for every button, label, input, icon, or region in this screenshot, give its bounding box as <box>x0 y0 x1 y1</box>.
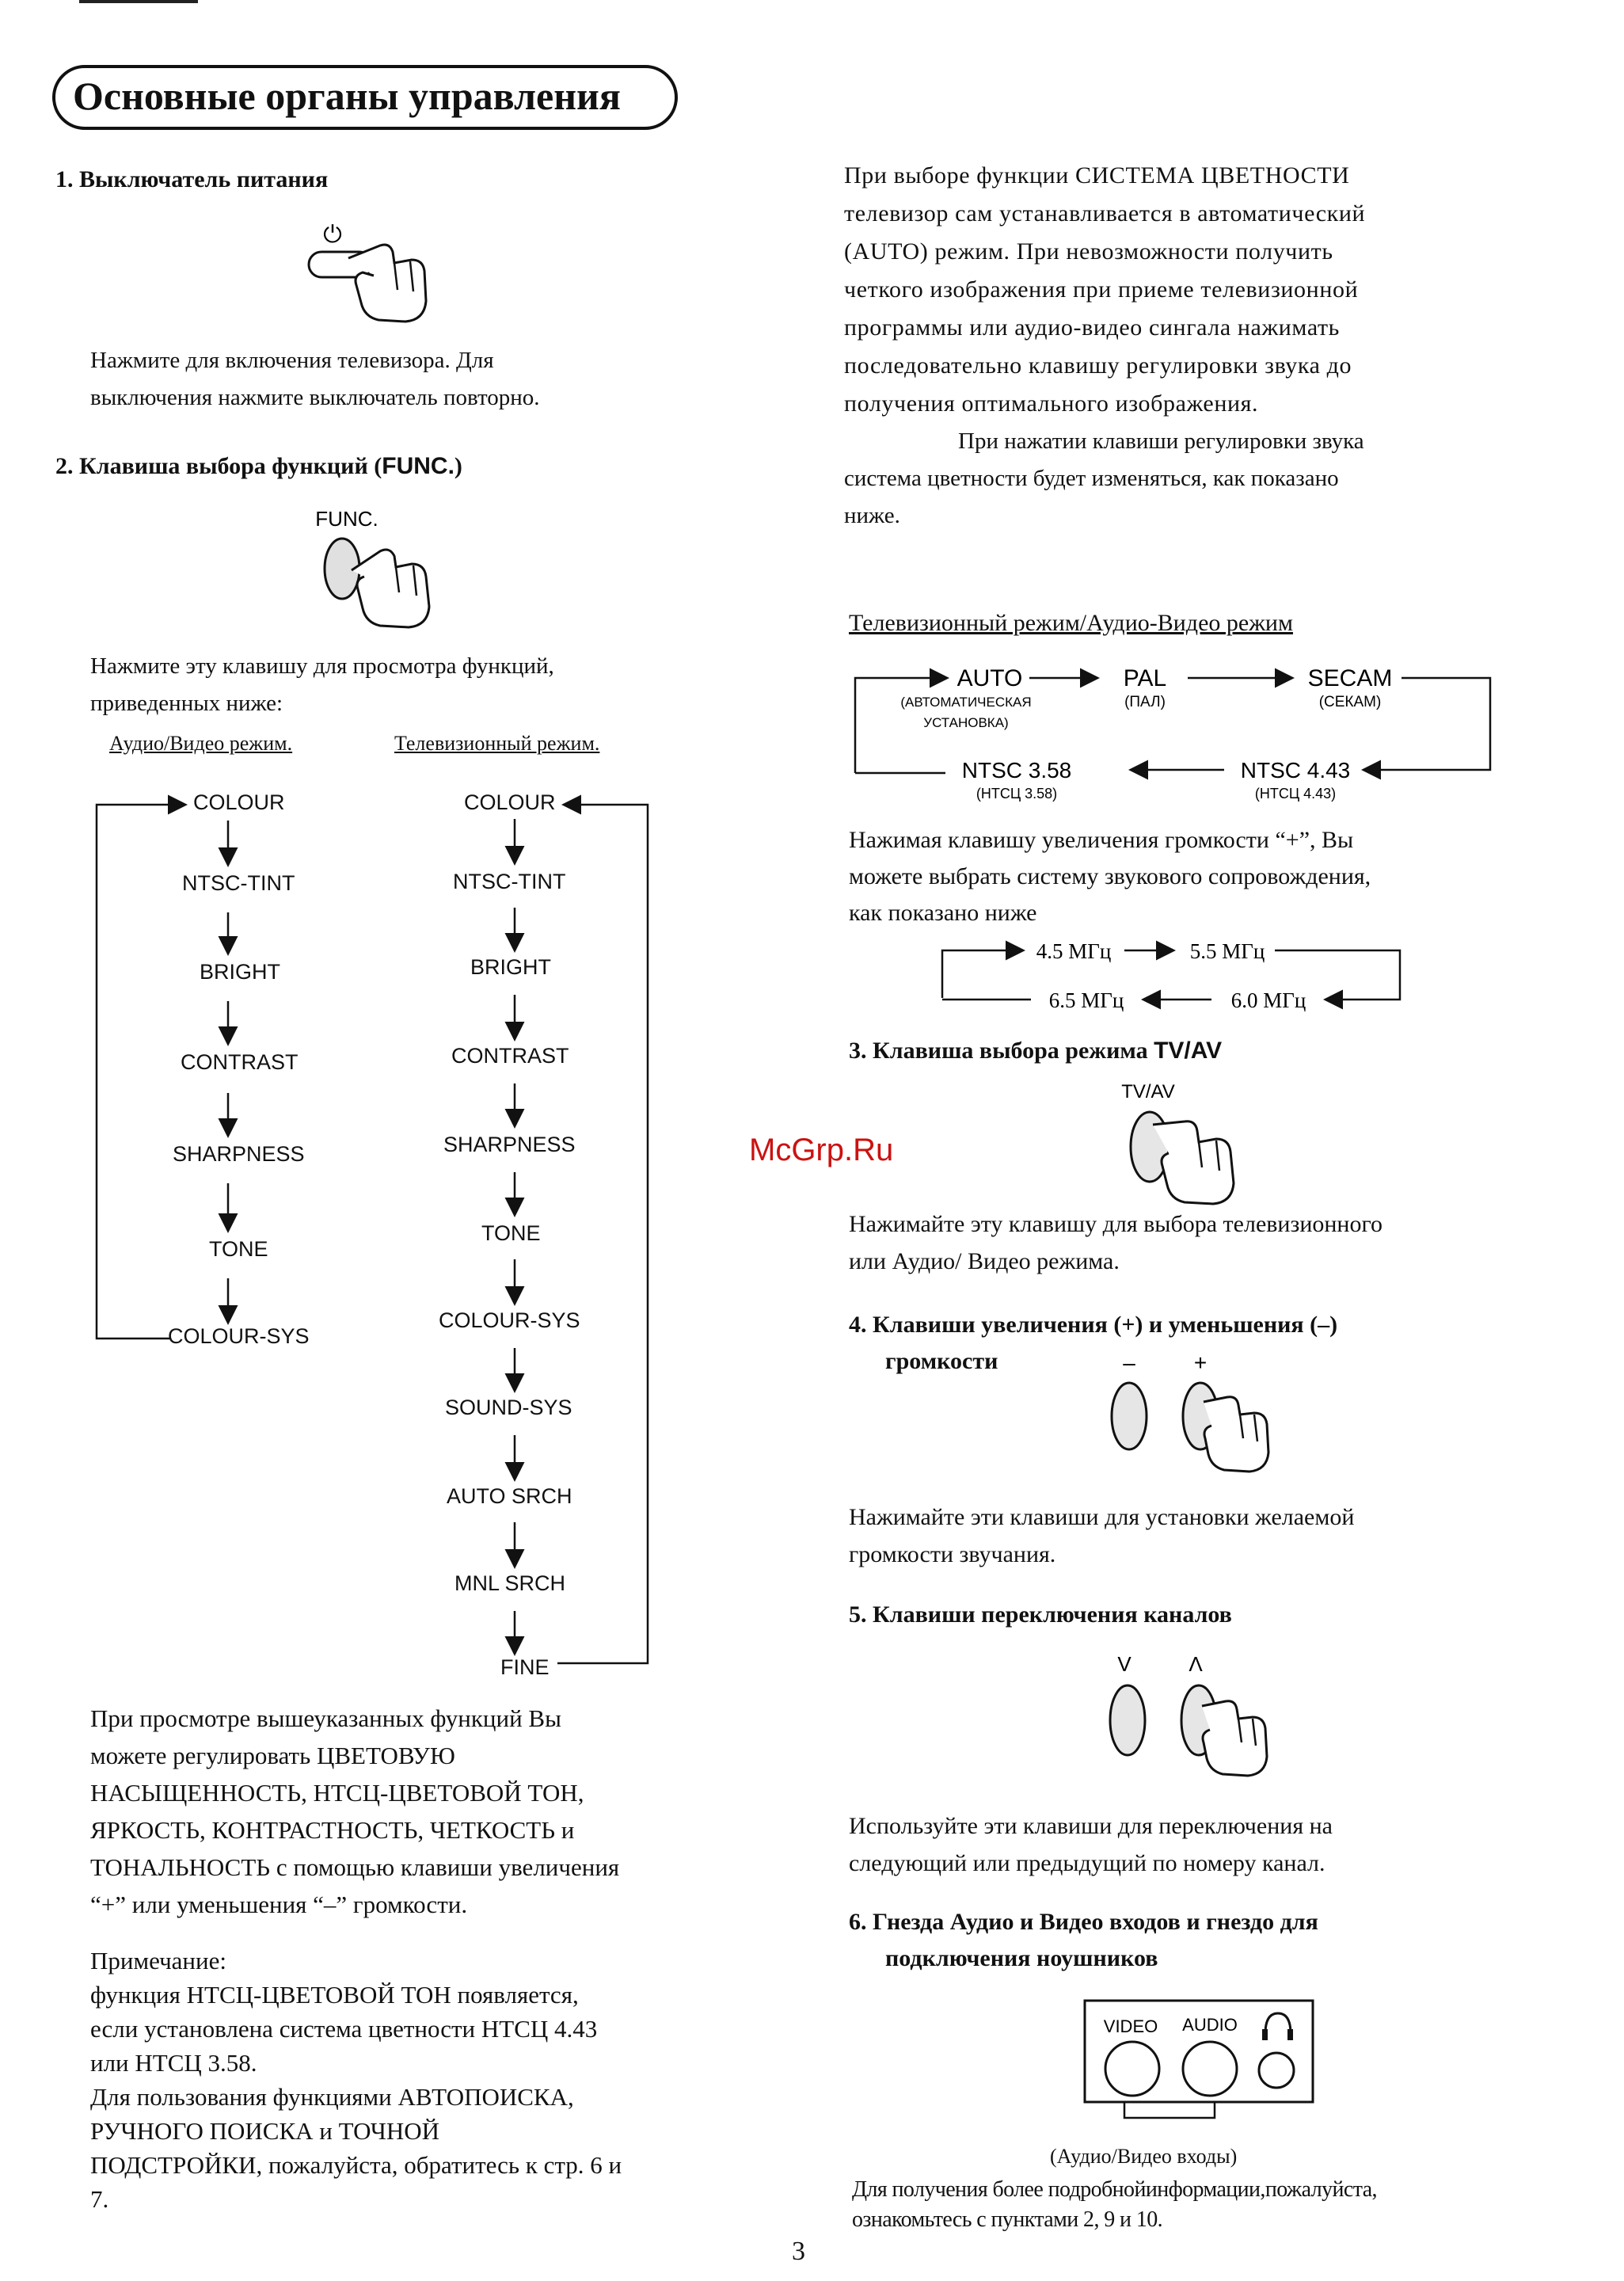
tvav-button-label: TV/AV <box>1121 1081 1175 1102</box>
text-line: При выборе функции СИСТЕМА ЦВЕТНОСТИ <box>844 162 1350 188</box>
text-line: РУЧНОГО ПОИСКА и ТОЧНОЙ <box>90 2117 440 2145</box>
section-5-text <box>849 1807 1333 1882</box>
sound-system-text <box>849 822 1371 931</box>
text-line: При просмотре вышеуказанных функций Вы <box>90 1704 561 1732</box>
note <box>90 1944 622 2216</box>
text-line: выключения нажмите выключатель повторно. <box>90 385 540 410</box>
text-line: можете выбрать систему звукового сопровождения, <box>849 863 1371 889</box>
av-jacks-illustration <box>1077 1997 1322 2140</box>
sound-4-5: 4.5 МГц <box>1036 939 1112 963</box>
cycle-auto-sub2: УСТАНОВКА) <box>923 715 1009 730</box>
section-4-heading-line2: громкости <box>885 1348 998 1374</box>
av-mode-label: Аудио/Видео режим. <box>109 732 293 755</box>
sound-6-0: 6.0 МГц <box>1230 988 1306 1012</box>
text-line: программы или аудио-видео сингала нажимать <box>844 314 1340 341</box>
text-line: “+” или уменьшения “–” громкости. <box>90 1891 468 1918</box>
channel-down-label: V <box>1117 1652 1131 1676</box>
cycle-secam: SECAM <box>1307 665 1393 691</box>
headphone-jack <box>1259 2053 1294 2088</box>
color-system-cycle <box>847 654 1504 813</box>
tvav-button-illustration <box>1109 1077 1267 1220</box>
func-button-label: FUNC. <box>315 507 378 531</box>
av-item-bright: BRIGHT <box>200 960 281 984</box>
text-line: Нажимайте эту клавишу для выбора телевизионного <box>849 1211 1383 1237</box>
text-line: приведенных ниже: <box>90 691 283 716</box>
video-jack <box>1105 2042 1159 2096</box>
text-line: НАСЫЩЕННОСТЬ, НТСЦ-ЦВЕТОВОЙ ТОН, <box>90 1779 584 1807</box>
text-line: Нажмите для включения телевизора. Для <box>90 348 494 373</box>
channel-up-label: Λ <box>1189 1652 1203 1676</box>
cycle-ntsc358: NTSC 3.58 <box>961 758 1072 783</box>
volume-buttons-illustration <box>1093 1346 1299 1489</box>
av-item-tone: TONE <box>209 1237 268 1261</box>
cycle-pal-sub: (ПАЛ) <box>1124 694 1166 710</box>
cycle-ntsc443-sub: (НТСЦ 4.43) <box>1254 786 1337 802</box>
text-line: Нажимайте эти клавиши для установки желаемой <box>849 1504 1355 1530</box>
text-line: или Аудио/ Видео режима. <box>849 1248 1120 1274</box>
text-line: 7. <box>90 2185 109 2213</box>
functions-adjust-text <box>90 1700 619 1923</box>
text-line: ознакомьтесь с пунктами 2, 9 и 10. <box>852 2207 1163 2232</box>
text-line: получения оптимального изображения. <box>844 390 1259 417</box>
power-symbol: ⏻ <box>323 222 342 248</box>
av-item-ntsc-tint: NTSC-TINT <box>182 871 295 895</box>
tv-item-fine: FINE <box>500 1655 550 1679</box>
press-text <box>844 423 1364 535</box>
minus-label: – <box>1123 1350 1135 1375</box>
text-line: функция НТСЦ-ЦВЕТОВОЙ ТОН появляется, <box>90 1981 579 2009</box>
av-item-contrast: CONTRAST <box>181 1050 299 1074</box>
tv-item-ntsc-tint: NTSC-TINT <box>453 870 566 893</box>
text-line: ТОНАЛЬНОСТЬ с помощью клавиши увеличения <box>90 1853 620 1881</box>
section-6-heading <box>849 1904 1318 1977</box>
section-4-text <box>849 1498 1354 1573</box>
heading-close-paren: ) <box>454 453 462 479</box>
page-title: Основные органы управления <box>73 74 621 118</box>
text-line: если установлена система цветности НТСЦ 4.43 <box>90 2015 598 2043</box>
sound-system-cycle <box>934 931 1409 1019</box>
av-item-colour-sys: COLOUR-SYS <box>168 1324 310 1348</box>
note-title: Примечание: <box>90 1947 226 1974</box>
tv-item-bright: BRIGHT <box>470 955 552 979</box>
sound-5-5: 5.5 МГц <box>1189 939 1265 963</box>
text-line: как показано ниже <box>849 900 1037 926</box>
cycle-pal: PAL <box>1123 665 1167 691</box>
sound-6-5: 6.5 МГц <box>1048 988 1124 1012</box>
tv-item-sharpness: SHARPNESS <box>443 1133 576 1156</box>
text-line: ПОДСТРОЙКИ, пожалуйста, обратитесь к стр. 6 и <box>90 2151 622 2179</box>
plus-label: + <box>1193 1350 1208 1375</box>
text-line: можете регулировать ЦВЕТОВУЮ <box>90 1742 455 1769</box>
headphone-icon <box>1265 2013 1291 2034</box>
text-line: система цветности будет изменяться, как показано <box>844 466 1339 491</box>
tv-item-sound-sys: SOUND-SYS <box>445 1396 572 1419</box>
av-jacks-caption: (Аудио/Видео входы) <box>1050 2145 1238 2168</box>
text-line: Используйте эти клавиши для переключения на <box>849 1813 1333 1839</box>
text-line: последовательно клавишу регулировки звука до <box>844 352 1352 379</box>
section-6-heading-line2: подключения ноушников <box>885 1945 1158 1971</box>
section-5-heading: 5. Клавиши переключения каналов <box>849 1601 1232 1628</box>
channel-buttons-illustration <box>1093 1647 1299 1790</box>
cycle-auto-sub1: (АВТОМАТИЧЕСКАЯ <box>900 695 1032 710</box>
tv-item-auto-srch: AUTO SRCH <box>447 1484 572 1508</box>
cycle-ntsc443: NTSC 4.43 <box>1240 758 1351 783</box>
tv-mode-label: Телевизионный режим. <box>394 732 600 755</box>
text-line: ЯРКОСТЬ, КОНТРАСТНОСТЬ, ЧЕТКОСТЬ и <box>90 1816 575 1844</box>
text-line: Для получения более подробнойинформации,пожалуйста, <box>852 2177 1377 2202</box>
tv-item-colour: COLOUR <box>464 790 556 814</box>
text-line: следующий или предыдущий по номеру канал. <box>849 1850 1325 1876</box>
section-3-text <box>849 1205 1382 1280</box>
section-4-heading-line1: 4. Клавиши увеличения (+) и уменьшения (–) <box>849 1312 1338 1338</box>
mode-heading: Телевизионный режим/Аудио-Видео режим <box>849 610 1293 636</box>
av-item-sharpness: SHARPNESS <box>173 1142 305 1166</box>
section-6-text <box>852 2175 1377 2235</box>
watermark: McGrp.Ru <box>749 1133 894 1167</box>
text-line: ниже. <box>844 503 900 528</box>
audio-jack-label: AUDIO <box>1182 2015 1238 2035</box>
function-flow-diagram <box>0 0 792 1711</box>
tv-item-tone: TONE <box>481 1221 541 1245</box>
video-jack-label: VIDEO <box>1103 2016 1158 2036</box>
text-line: телевизор сам устанавливается в автоматический <box>844 200 1366 227</box>
tv-item-mnl-srch: MNL SRCH <box>454 1571 566 1595</box>
text-line: или НТСЦ 3.58. <box>90 2049 257 2077</box>
cycle-auto: AUTO <box>957 665 1023 691</box>
tvav-key-label: TV/AV <box>1154 1038 1223 1064</box>
text-line: Нажимая клавишу увеличения громкости “+”, Вы <box>849 827 1354 853</box>
section-6-heading-line1: 6. Гнезда Аудио и Видео входов и гнездо для <box>849 1909 1318 1935</box>
page-number: 3 <box>792 2237 805 2266</box>
section-1-heading: 1. Выключатель питания <box>55 166 329 192</box>
text-line: При нажатии клавиши регулировки звука <box>958 428 1364 454</box>
text-line: четкого изображения при приеме телевизионной <box>844 276 1359 303</box>
text-line: Для пользования функциями АВТОПОИСКА, <box>90 2083 574 2111</box>
audio-jack <box>1183 2042 1237 2096</box>
text-line: громкости звучания. <box>849 1541 1056 1567</box>
section-2-heading-text: 2. Клавиша выбора функций ( <box>55 453 382 479</box>
color-system-text <box>844 157 1365 423</box>
func-key-label: FUNC. <box>382 453 454 479</box>
text-line: (AUTO) режим. При невозможности получить <box>844 238 1333 265</box>
section-3-heading-text: 3. Клавиша выбора режима <box>849 1038 1154 1064</box>
tv-item-contrast: CONTRAST <box>451 1044 569 1068</box>
av-item-colour: COLOUR <box>193 790 285 814</box>
text-line: Нажмите эту клавишу для просмотра функций, <box>90 653 554 679</box>
tv-item-colour-sys: COLOUR-SYS <box>439 1308 580 1332</box>
cycle-ntsc358-sub: (НТСЦ 3.58) <box>976 786 1058 802</box>
section-3-heading <box>849 1038 1222 1064</box>
cycle-secam-sub: (СЕКАМ) <box>1318 694 1382 710</box>
